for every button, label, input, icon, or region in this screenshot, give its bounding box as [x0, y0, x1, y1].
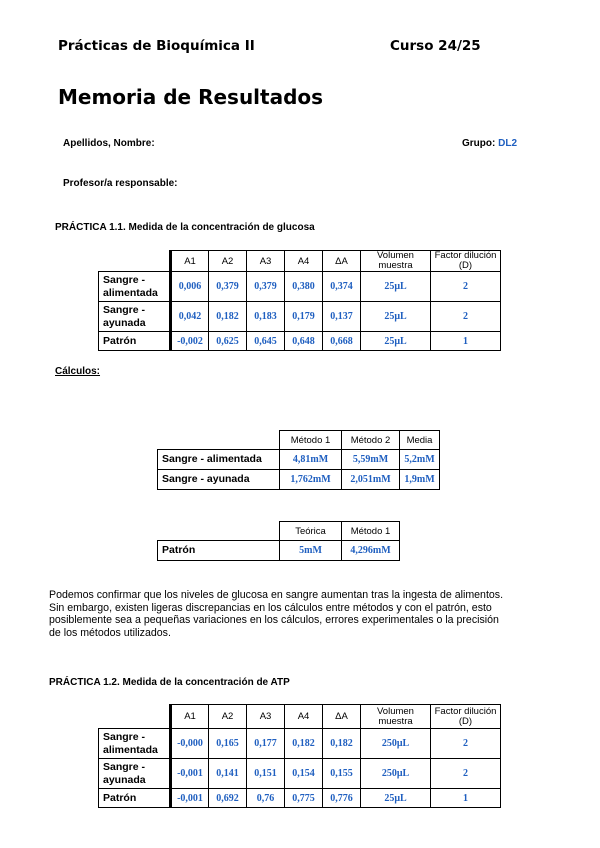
section-title-atp: PRÁCTICA 1.2. Medida de la concentración de ATP	[49, 677, 290, 688]
cell: 0,151	[247, 759, 285, 789]
col-header: Teórica	[280, 522, 342, 541]
corner-cell	[158, 522, 280, 541]
col-header: A4	[285, 251, 323, 272]
cell: 0,155	[323, 759, 361, 789]
row-label: Sangre - ayunada	[99, 302, 171, 332]
cell: 2	[431, 729, 501, 759]
row-label: Patrón	[99, 789, 171, 808]
row-label: Patrón	[99, 332, 171, 351]
col-header: A3	[247, 251, 285, 272]
cell: 25μL	[361, 332, 431, 351]
col-header: A2	[209, 705, 247, 729]
cell: 0,776	[323, 789, 361, 808]
cell: 250μL	[361, 759, 431, 789]
row-label: Sangre - alimentada	[99, 729, 171, 759]
cell: 0,668	[323, 332, 361, 351]
cell: 0,177	[247, 729, 285, 759]
corner-cell	[158, 431, 280, 450]
col-header: A1	[171, 705, 209, 729]
col-header: Método 1	[342, 522, 400, 541]
cell: 25μL	[361, 789, 431, 808]
table-row	[158, 450, 440, 470]
cell: 1,9mM	[400, 470, 440, 490]
row-label: Sangre - alimentada	[99, 272, 171, 302]
col-header: Media	[400, 431, 440, 450]
cell: 5,59mM	[342, 450, 400, 470]
cell: 0,165	[209, 729, 247, 759]
cell: 0,179	[285, 302, 323, 332]
cell: 25μL	[361, 302, 431, 332]
cell: 4,296mM	[342, 541, 400, 561]
glucose-absorbance-table	[98, 250, 501, 351]
cell: 1	[431, 789, 501, 808]
cell: 0,374	[323, 272, 361, 302]
row-label: Patrón	[158, 541, 280, 561]
cell: 0,183	[247, 302, 285, 332]
cell: 0,692	[209, 789, 247, 808]
cell: 5,2mM	[400, 450, 440, 470]
cell: 2	[431, 272, 501, 302]
cell: 1	[431, 332, 501, 351]
col-header: A2	[209, 251, 247, 272]
conclusion-line: de los métodos utilizados.	[49, 626, 171, 639]
conclusion-paragraph	[49, 589, 539, 639]
conclusion-line: Sin embargo, existen ligeras discrepancias en los cálculos entre métodos y con el patrón, esto	[49, 601, 492, 614]
cell: 0,775	[285, 789, 323, 808]
table-row	[158, 541, 400, 561]
cell: 0,380	[285, 272, 323, 302]
table-row	[99, 759, 501, 789]
table-row	[99, 272, 501, 302]
table-row	[99, 302, 501, 332]
teacher-label: Profesor/a responsable:	[63, 178, 178, 189]
conclusion-line: posiblemente sea a pequeñas variaciones en los cálculos, errores experimentales o la precisión	[49, 614, 499, 627]
conclusion-line: Podemos confirmar que los niveles de glucosa en sangre aumentan tras la ingesta de alimentos.	[49, 589, 504, 601]
cell: 0,76	[247, 789, 285, 808]
group-field	[462, 138, 517, 149]
col-header: A4	[285, 705, 323, 729]
pattern-table	[157, 521, 400, 561]
cell: 0,379	[247, 272, 285, 302]
col-header: Factor dilución (D)	[431, 705, 501, 729]
atp-absorbance-table	[98, 704, 501, 808]
cell: 0,154	[285, 759, 323, 789]
cell: 0,141	[209, 759, 247, 789]
col-header: Método 1	[280, 431, 342, 450]
cell: 0,182	[209, 302, 247, 332]
corner-cell	[99, 251, 171, 272]
glucose-calculation-table	[157, 430, 440, 490]
cell: -0,001	[171, 789, 209, 808]
cell: 0,137	[323, 302, 361, 332]
cell: 2	[431, 302, 501, 332]
cell: 1,762mM	[280, 470, 342, 490]
page-title: Memoria de Resultados	[58, 85, 324, 109]
table-row	[99, 332, 501, 351]
col-header: ΔA	[323, 705, 361, 729]
col-header: Método 2	[342, 431, 400, 450]
course-title: Prácticas de Bioquímica II	[58, 38, 255, 54]
table-row	[158, 470, 440, 490]
col-header: Volumen muestra	[361, 251, 431, 272]
table-row	[99, 729, 501, 759]
name-label: Apellidos, Nombre:	[63, 138, 155, 149]
col-header: A3	[247, 705, 285, 729]
col-header: Factor dilución (D)	[431, 251, 501, 272]
table-row	[99, 789, 501, 808]
col-header: ΔA	[323, 251, 361, 272]
course-year: Curso 24/25	[390, 38, 481, 54]
cell: 4,81mM	[280, 450, 342, 470]
cell: 2	[431, 759, 501, 789]
cell: 2,051mM	[342, 470, 400, 490]
group-label: Grupo:	[462, 138, 496, 149]
cell: 0,182	[323, 729, 361, 759]
col-header: A1	[171, 251, 209, 272]
col-header: Volumen muestra	[361, 705, 431, 729]
cell: 0,645	[247, 332, 285, 351]
cell: 0,625	[209, 332, 247, 351]
cell: 0,182	[285, 729, 323, 759]
cell: -0,000	[171, 729, 209, 759]
cell: 250μL	[361, 729, 431, 759]
row-label: Sangre - ayunada	[158, 470, 280, 490]
cell: -0,002	[171, 332, 209, 351]
cell: 0,648	[285, 332, 323, 351]
calculations-label: Cálculos:	[55, 366, 101, 377]
row-label: Sangre - ayunada	[99, 759, 171, 789]
corner-cell	[99, 705, 171, 729]
group-value: DL2	[498, 138, 518, 149]
row-label: Sangre - alimentada	[158, 450, 280, 470]
cell: 25μL	[361, 272, 431, 302]
cell: 0,042	[171, 302, 209, 332]
cell: 0,379	[209, 272, 247, 302]
cell: 5mM	[280, 541, 342, 561]
section-title-glucose: PRÁCTICA 1.1. Medida de la concentración de glucosa	[55, 222, 315, 233]
cell: -0,001	[171, 759, 209, 789]
cell: 0,006	[171, 272, 209, 302]
